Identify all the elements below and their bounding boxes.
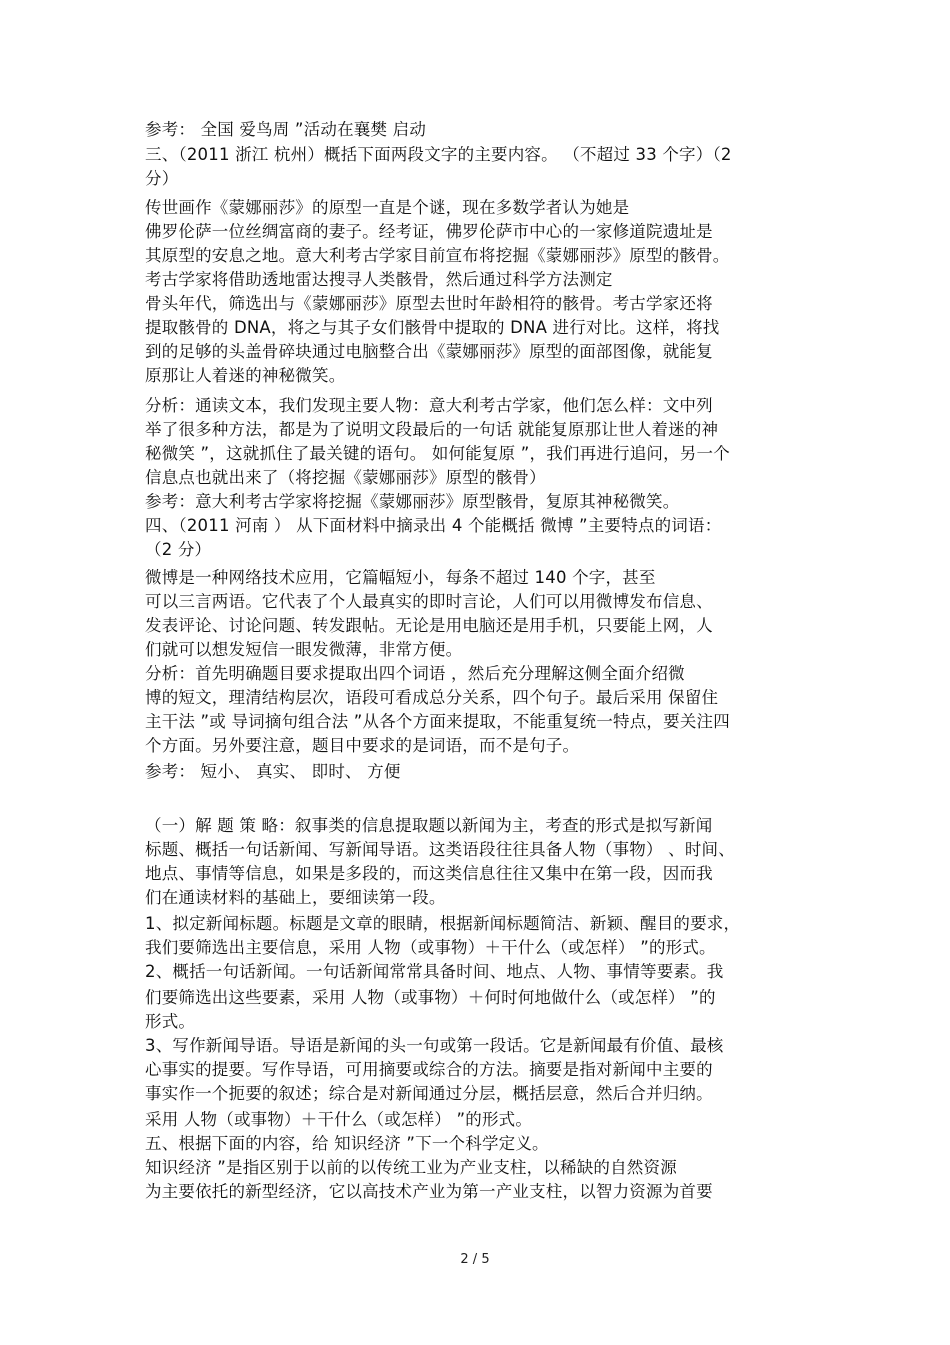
text-line: 地点、事情等信息，如果是多段的，而这类信息往往又集中在第一段，因而我: [145, 864, 713, 883]
text-line: 举了很多种方法，都是为了说明文段最后的一句话 就能复原那让世人着迷的神: [145, 420, 719, 439]
text-line: 参考：意大利考古学家将挖掘《蒙娜丽莎》原型骸骨，复原其神秘微笑。: [145, 492, 680, 511]
text-line: 可以三言两语。它代表了个人最真实的即时言论，人们可以用微博发布信息、: [145, 592, 713, 611]
text-line: （2 分）: [145, 540, 212, 559]
text-line: 微博是一种网络技术应用，它篇幅短小，每条不超过 140 个字，甚至: [145, 568, 656, 587]
text-line: 分）: [145, 169, 179, 188]
text-line: 参考： 全国 爱鸟周 ”活动在襄樊 启动: [145, 120, 427, 139]
text-line: 分析：通读文本，我们发现主要人物：意大利考古学家，他们怎么样：文中列: [145, 396, 713, 415]
text-line: 们就可以想发短信一眼发微薄，非常方便。: [145, 640, 463, 659]
text-line: 我们要筛选出主要信息，采用 人物（或事物）＋干什么（或怎样） ”的形式。: [145, 938, 716, 957]
text-line: 采用 人物（或事物）＋干什么（或怎样） ”的形式。: [145, 1110, 533, 1129]
text-line: 三、（2011 浙江 杭州）概括下面两段文字的主要内容。 （不超过 33 个字）（2: [145, 145, 732, 164]
text-line: 其原型的安息之地。意大利考古学家目前宣布将挖掘《蒙娜丽莎》原型的骸骨。: [145, 246, 730, 265]
text-line: 考古学家将借助透地雷达搜寻人类骸骨，然后通过科学方法测定: [145, 270, 613, 289]
text-line: 秘微笑 ”，这就抓住了最关键的语句。 如何能复原 ”，我们再进行追问，另一个: [145, 444, 730, 463]
text-line: 们要筛选出这些要素，采用 人物（或事物）＋何时何地做什么（或怎样） ”的: [145, 988, 716, 1007]
text-line: 五、根据下面的内容，给 知识经济 ”下一个科学定义。: [145, 1134, 549, 1153]
text-line: 发表评论、讨论问题、转发跟帖。无论是用电脑还是用手机，只要能上网，人: [145, 616, 713, 635]
text-line: （一）解 题 策 略：叙事类的信息提取题以新闻为主，考查的形式是拟写新闻: [145, 816, 713, 835]
text-line: 到的足够的头盖骨碎块通过电脑整合出《蒙娜丽莎》原型的面部图像，就能复: [145, 342, 713, 361]
text-line: 主干法 ”或 导词摘句组合法 ”从各个方面来提取，不能重复统一特点，要关注四: [145, 712, 730, 731]
text-line: 骨头年代，筛选出与《蒙娜丽莎》原型去世时年龄相符的骸骨。考古学家还将: [145, 294, 713, 313]
text-line: 2、概括一句话新闻。一句话新闻常常具备时间、地点、人物、事情等要素。我: [145, 962, 724, 981]
text-line: 佛罗伦萨一位丝绸富商的妻子。经考证，佛罗伦萨市中心的一家修道院遗址是: [145, 222, 713, 241]
text-line: 3、写作新闻导语。导语是新闻的头一句或第一段话。它是新闻最有价值、最核: [145, 1036, 724, 1055]
text-line: 事实作一个扼要的叙述；综合是对新闻通过分层，概括层意，然后合并归纳。: [145, 1084, 713, 1103]
text-line: 博的短文，理清结构层次，语段可看成总分关系，四个句子。最后采用 保留住: [145, 688, 719, 707]
text-line: 参考： 短小、 真实、 即时、 方便: [145, 762, 401, 781]
text-line: 提取骸骨的 DNA，将之与其子女们骸骨中提取的 DNA 进行对比。这样，将找: [145, 318, 720, 337]
text-line: 标题、概括一句话新闻、写新闻导语。这类语段往往具备人物（事物） 、时间、: [145, 840, 735, 859]
text-line: 们在通读材料的基础上，要细读第一段。: [145, 888, 446, 907]
page-number: 2 / 5: [460, 1252, 490, 1267]
text-line: 原那让人着迷的神秘微笑。: [145, 366, 346, 385]
text-line: 心事实的提要。写作导语，可用摘要或综合的方法。摘要是指对新闻中主要的: [145, 1060, 713, 1079]
text-line: 1、拟定新闻标题。标题是文章的眼睛，根据新闻标题简洁、新颖、醒目的要求，: [145, 914, 741, 933]
text-line: 四、（2011 河南 ） 从下面材料中摘录出 4 个能概括 微博 ”主要特点的词语：: [145, 516, 722, 535]
text-line: 分析：首先明确题目要求提取出四个词语 ，然后充分理解这侧全面介绍微: [145, 664, 685, 683]
text-line: 为主要依托的新型经济，它以高技术产业为第一产业支柱，以智力资源为首要: [145, 1182, 713, 1201]
text-line: 个方面。另外要注意，题目中要求的是词语，而不是句子。: [145, 736, 580, 755]
text-line: 信息点也就出来了（将挖掘《蒙娜丽莎》原型的骸骨）: [145, 468, 546, 487]
text-line: 形式。: [145, 1012, 196, 1031]
text-line: 知识经济 ”是指区别于以前的以传统工业为产业支柱，以稀缺的自然资源: [145, 1158, 677, 1177]
text-line: 传世画作《蒙娜丽莎》的原型一直是个谜，现在多数学者认为她是: [145, 198, 630, 217]
